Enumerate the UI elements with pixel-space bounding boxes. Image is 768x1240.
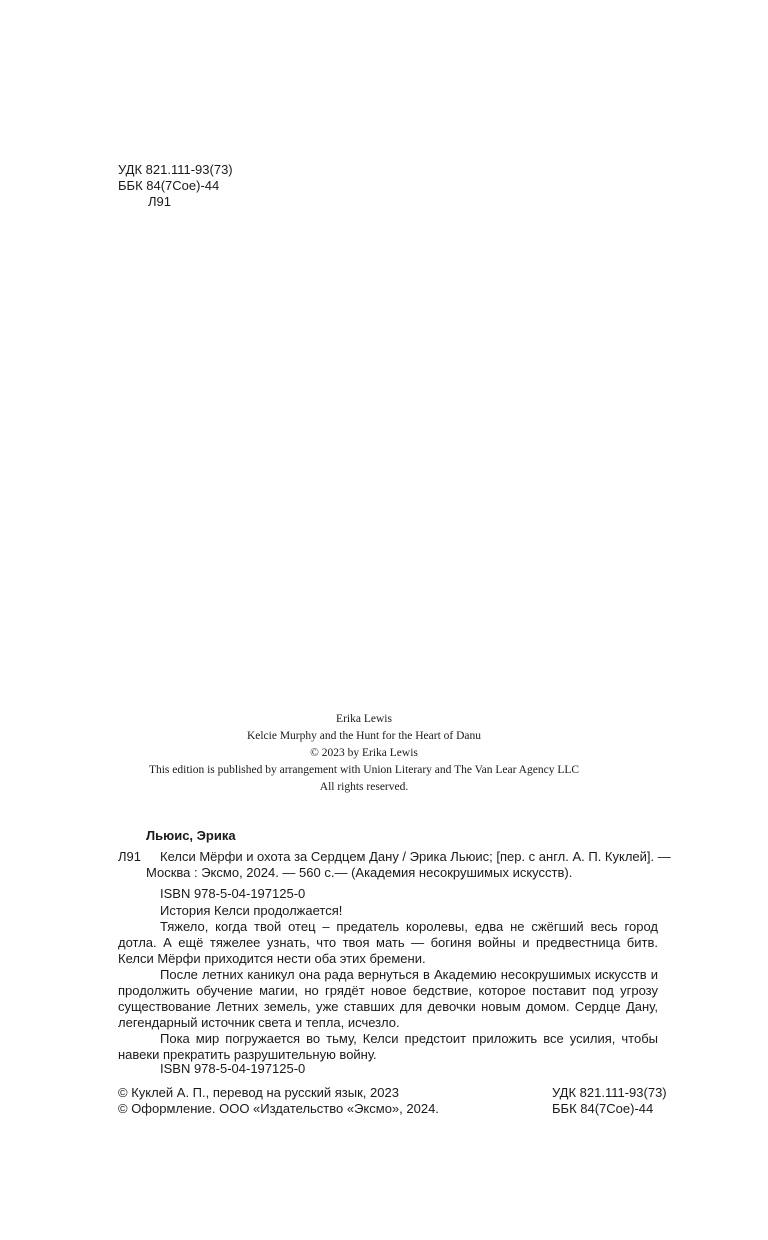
udk-code: УДК 821.111-93(73): [118, 162, 233, 177]
author-mark: Л91: [148, 194, 171, 209]
classification-block: [118, 162, 233, 210]
annotation-isbn: ISBN 978-5-04-197125-0: [160, 1061, 306, 1076]
annotation-paragraph: Тяжело, когда твой отец – предатель королевы, едва не сжёгший весь город дотла. А ещё тяжелее узнать, что твоя мать — богиня войны и предвестница битв. Келси Мёрфи приходится нести оба этих бремени.: [118, 919, 658, 966]
record-line-1: Келси Мёрфи и охота за Сердцем Дану / Эрика Льюис; [пер. с англ. А. П. Куклей]. —: [160, 849, 671, 864]
translation-copyright: © Куклей А. П., перевод на русский язык, 2023: [118, 1085, 399, 1100]
record-line-2: Москва : Эксмо, 2024. — 560 с.— (Академия несокрушимых искусств).: [146, 865, 573, 880]
bibliographic-record: [118, 849, 671, 902]
bbk-code: ББК 84(7Сое)-44: [118, 178, 220, 193]
record-mark: Л91: [118, 849, 141, 864]
arrangement-notice: This edition is published by arrangement with Union Literary and The Van Lear Agency LLC: [148, 764, 580, 776]
footer-classification: [552, 1085, 667, 1117]
footer-bbk: ББК 84(7Сое)-44: [552, 1101, 654, 1116]
annotation-paragraph: После летних каникул она рада вернуться в Академию несокрушимых искусств и продолжить обучение магии, но грядёт новое бедствие, которое поставит под угрозу существование Летних земель, уже ставших для девочки новым домом. Сердце Дану, легендарный источник света и тепла, исчезло.: [118, 967, 658, 1030]
author-heading: Льюис, Эрика: [146, 828, 236, 843]
original-title: Kelcie Murphy and the Hunt for the Heart of Danu: [246, 730, 482, 742]
footer-udk: УДК 821.111-93(73): [552, 1085, 667, 1100]
original-copyright: © 2023 by Erika Lewis: [310, 747, 418, 759]
rights-notice: All rights reserved.: [319, 781, 409, 793]
original-edition-block: [0, 711, 728, 796]
record-isbn: ISBN 978-5-04-197125-0: [160, 886, 306, 901]
annotation: [118, 903, 658, 1063]
footer-copyrights: [118, 1085, 439, 1117]
original-author: Erika Lewis: [336, 713, 392, 725]
annotation-heading: История Келси продолжается!: [160, 903, 343, 918]
design-copyright: © Оформление. ООО «Издательство «Эксмо», 2024.: [118, 1101, 439, 1116]
annotation-paragraph: Пока мир погружается во тьму, Келси предстоит приложить все усилия, чтобы навеки прекратить разрушительную войну.: [118, 1031, 658, 1062]
